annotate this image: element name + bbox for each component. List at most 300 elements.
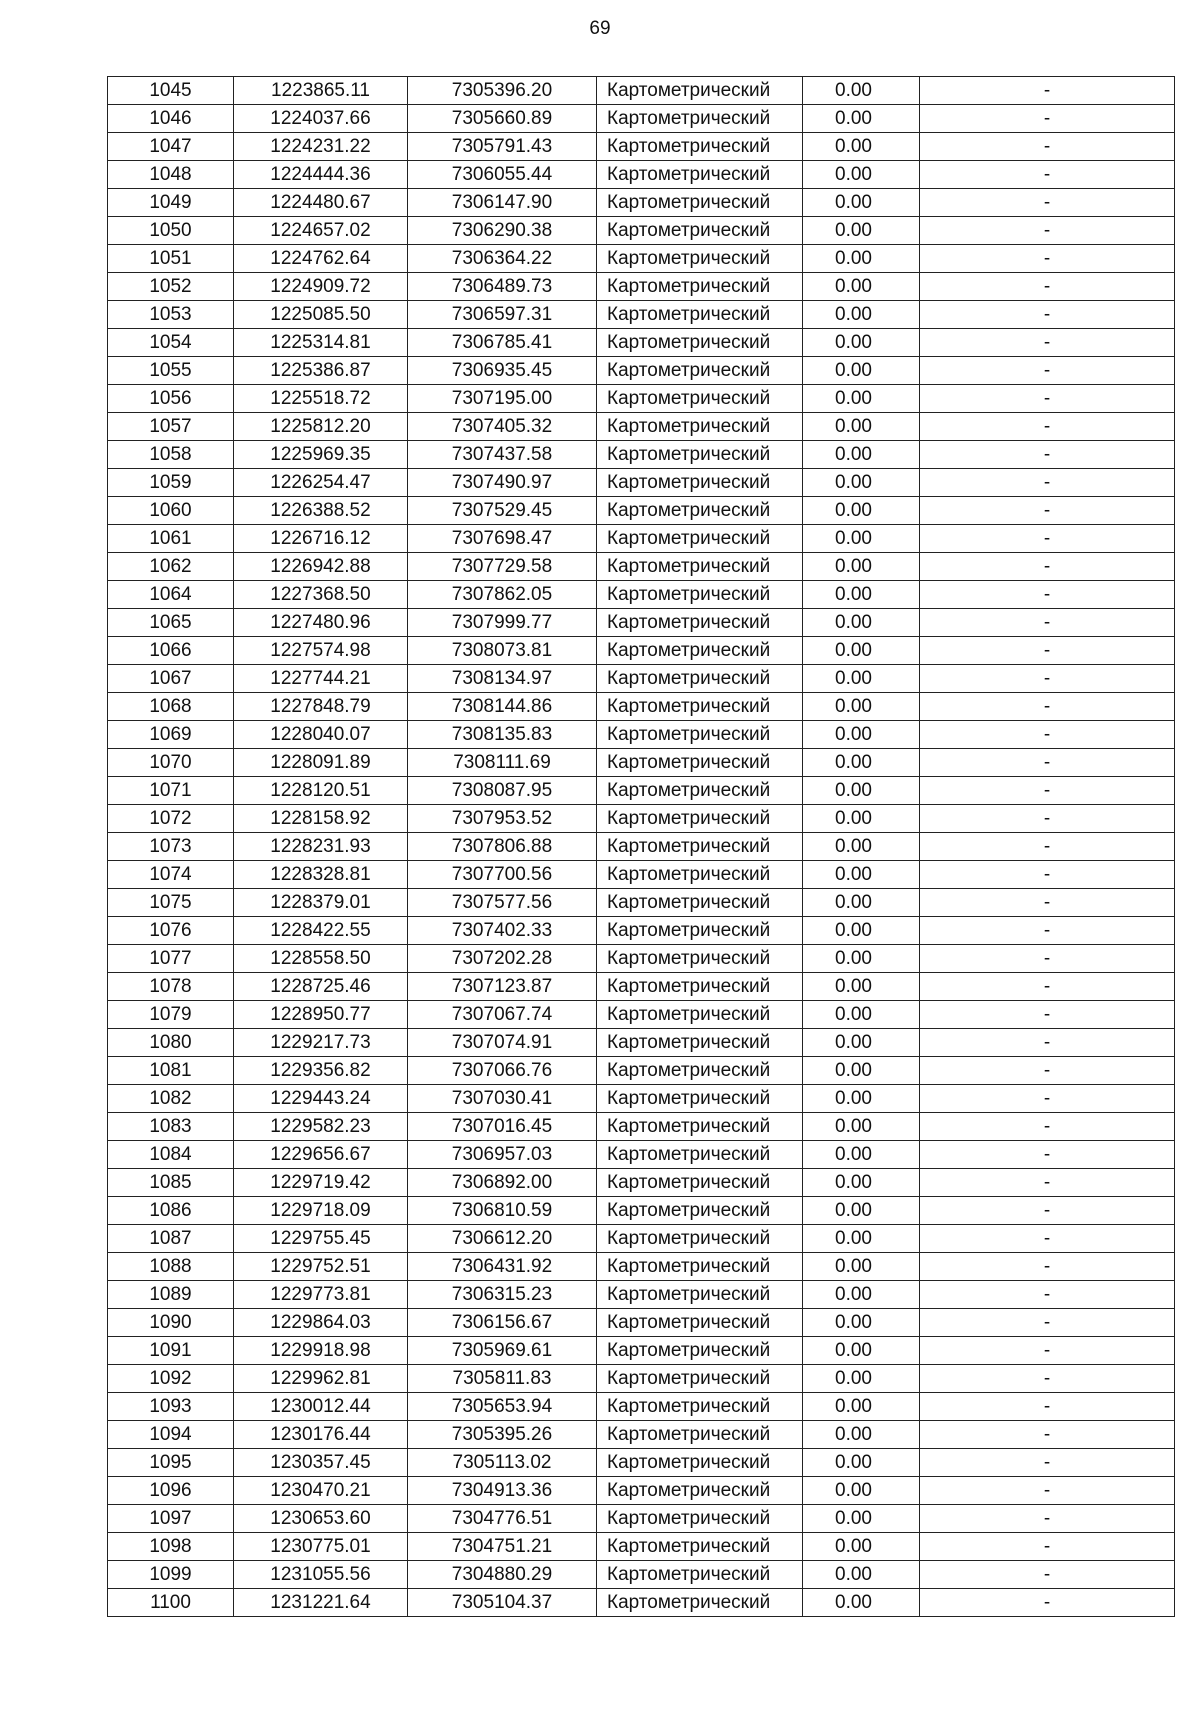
method-cell: Картометрический xyxy=(597,1057,803,1085)
note-cell: - xyxy=(920,1393,1175,1421)
x-coordinate-cell: 1229755.45 xyxy=(234,1225,408,1253)
method-cell: Картометрический xyxy=(597,553,803,581)
error-cell: 0.00 xyxy=(803,1505,920,1533)
table-row xyxy=(108,1141,1175,1169)
method-cell: Картометрический xyxy=(597,329,803,357)
method-cell: Картометрический xyxy=(597,133,803,161)
method-cell: Картометрический xyxy=(597,609,803,637)
error-cell: 0.00 xyxy=(803,1337,920,1365)
table-row xyxy=(108,77,1175,105)
y-coordinate-cell: 7307030.41 xyxy=(408,1085,597,1113)
point-number-cell: 1048 xyxy=(108,161,234,189)
error-cell: 0.00 xyxy=(803,497,920,525)
point-number-cell: 1050 xyxy=(108,217,234,245)
point-number-cell: 1067 xyxy=(108,665,234,693)
error-cell: 0.00 xyxy=(803,1225,920,1253)
error-cell: 0.00 xyxy=(803,1365,920,1393)
y-coordinate-cell: 7306315.23 xyxy=(408,1281,597,1309)
note-cell: - xyxy=(920,1449,1175,1477)
x-coordinate-cell: 1224762.64 xyxy=(234,245,408,273)
note-cell: - xyxy=(920,721,1175,749)
error-cell: 0.00 xyxy=(803,1057,920,1085)
note-cell: - xyxy=(920,441,1175,469)
method-cell: Картометрический xyxy=(597,441,803,469)
point-number-cell: 1100 xyxy=(108,1589,234,1617)
error-cell: 0.00 xyxy=(803,609,920,637)
note-cell: - xyxy=(920,1057,1175,1085)
method-cell: Картометрический xyxy=(597,665,803,693)
table-row xyxy=(108,1365,1175,1393)
note-cell: - xyxy=(920,1113,1175,1141)
x-coordinate-cell: 1229752.51 xyxy=(234,1253,408,1281)
table-row xyxy=(108,1113,1175,1141)
y-coordinate-cell: 7308073.81 xyxy=(408,637,597,665)
method-cell: Картометрический xyxy=(597,1477,803,1505)
x-coordinate-cell: 1230470.21 xyxy=(234,1477,408,1505)
table-row xyxy=(108,721,1175,749)
x-coordinate-cell: 1229962.81 xyxy=(234,1365,408,1393)
error-cell: 0.00 xyxy=(803,245,920,273)
x-coordinate-cell: 1229718.09 xyxy=(234,1197,408,1225)
note-cell: - xyxy=(920,749,1175,777)
x-coordinate-cell: 1229719.42 xyxy=(234,1169,408,1197)
method-cell: Картометрический xyxy=(597,1113,803,1141)
x-coordinate-cell: 1228379.01 xyxy=(234,889,408,917)
y-coordinate-cell: 7307202.28 xyxy=(408,945,597,973)
note-cell: - xyxy=(920,1253,1175,1281)
method-cell: Картометрический xyxy=(597,581,803,609)
y-coordinate-cell: 7304880.29 xyxy=(408,1561,597,1589)
table-row xyxy=(108,1477,1175,1505)
error-cell: 0.00 xyxy=(803,1281,920,1309)
note-cell: - xyxy=(920,1141,1175,1169)
method-cell: Картометрический xyxy=(597,1001,803,1029)
method-cell: Картометрический xyxy=(597,1309,803,1337)
note-cell: - xyxy=(920,1225,1175,1253)
error-cell: 0.00 xyxy=(803,1085,920,1113)
x-coordinate-cell: 1225386.87 xyxy=(234,357,408,385)
table-row xyxy=(108,749,1175,777)
point-number-cell: 1066 xyxy=(108,637,234,665)
x-coordinate-cell: 1228231.93 xyxy=(234,833,408,861)
note-cell: - xyxy=(920,973,1175,1001)
method-cell: Картометрический xyxy=(597,1281,803,1309)
y-coordinate-cell: 7306892.00 xyxy=(408,1169,597,1197)
y-coordinate-cell: 7307577.56 xyxy=(408,889,597,917)
error-cell: 0.00 xyxy=(803,917,920,945)
point-number-cell: 1076 xyxy=(108,917,234,945)
method-cell: Картометрический xyxy=(597,693,803,721)
point-number-cell: 1097 xyxy=(108,1505,234,1533)
x-coordinate-cell: 1229773.81 xyxy=(234,1281,408,1309)
point-number-cell: 1047 xyxy=(108,133,234,161)
x-coordinate-cell: 1228120.51 xyxy=(234,777,408,805)
y-coordinate-cell: 7307405.32 xyxy=(408,413,597,441)
point-number-cell: 1089 xyxy=(108,1281,234,1309)
note-cell: - xyxy=(920,245,1175,273)
method-cell: Картометрический xyxy=(597,245,803,273)
y-coordinate-cell: 7305791.43 xyxy=(408,133,597,161)
note-cell: - xyxy=(920,217,1175,245)
method-cell: Картометрический xyxy=(597,1449,803,1477)
y-coordinate-cell: 7307529.45 xyxy=(408,497,597,525)
error-cell: 0.00 xyxy=(803,1253,920,1281)
error-cell: 0.00 xyxy=(803,329,920,357)
method-cell: Картометрический xyxy=(597,637,803,665)
method-cell: Картометрический xyxy=(597,161,803,189)
y-coordinate-cell: 7306055.44 xyxy=(408,161,597,189)
note-cell: - xyxy=(920,1561,1175,1589)
error-cell: 0.00 xyxy=(803,721,920,749)
x-coordinate-cell: 1224480.67 xyxy=(234,189,408,217)
note-cell: - xyxy=(920,301,1175,329)
method-cell: Картометрический xyxy=(597,749,803,777)
y-coordinate-cell: 7307953.52 xyxy=(408,805,597,833)
error-cell: 0.00 xyxy=(803,301,920,329)
point-number-cell: 1084 xyxy=(108,1141,234,1169)
error-cell: 0.00 xyxy=(803,889,920,917)
y-coordinate-cell: 7305395.26 xyxy=(408,1421,597,1449)
table-row xyxy=(108,917,1175,945)
y-coordinate-cell: 7308087.95 xyxy=(408,777,597,805)
error-cell: 0.00 xyxy=(803,1421,920,1449)
error-cell: 0.00 xyxy=(803,973,920,1001)
y-coordinate-cell: 7307999.77 xyxy=(408,609,597,637)
table-row xyxy=(108,1225,1175,1253)
point-number-cell: 1095 xyxy=(108,1449,234,1477)
note-cell: - xyxy=(920,525,1175,553)
note-cell: - xyxy=(920,413,1175,441)
table-row xyxy=(108,861,1175,889)
note-cell: - xyxy=(920,357,1175,385)
table-row xyxy=(108,1281,1175,1309)
note-cell: - xyxy=(920,1029,1175,1057)
table-row xyxy=(108,1085,1175,1113)
x-coordinate-cell: 1230775.01 xyxy=(234,1533,408,1561)
table-row xyxy=(108,1253,1175,1281)
x-coordinate-cell: 1230653.60 xyxy=(234,1505,408,1533)
table-row xyxy=(108,1309,1175,1337)
point-number-cell: 1092 xyxy=(108,1365,234,1393)
method-cell: Картометрический xyxy=(597,77,803,105)
point-number-cell: 1083 xyxy=(108,1113,234,1141)
point-number-cell: 1068 xyxy=(108,693,234,721)
note-cell: - xyxy=(920,189,1175,217)
error-cell: 0.00 xyxy=(803,833,920,861)
point-number-cell: 1045 xyxy=(108,77,234,105)
method-cell: Картометрический xyxy=(597,357,803,385)
error-cell: 0.00 xyxy=(803,525,920,553)
note-cell: - xyxy=(920,1421,1175,1449)
x-coordinate-cell: 1229582.23 xyxy=(234,1113,408,1141)
table-row xyxy=(108,525,1175,553)
method-cell: Картометрический xyxy=(597,945,803,973)
method-cell: Картометрический xyxy=(597,189,803,217)
point-number-cell: 1049 xyxy=(108,189,234,217)
error-cell: 0.00 xyxy=(803,553,920,581)
table-row xyxy=(108,777,1175,805)
note-cell: - xyxy=(920,1365,1175,1393)
y-coordinate-cell: 7306489.73 xyxy=(408,273,597,301)
y-coordinate-cell: 7307123.87 xyxy=(408,973,597,1001)
error-cell: 0.00 xyxy=(803,441,920,469)
x-coordinate-cell: 1230357.45 xyxy=(234,1449,408,1477)
note-cell: - xyxy=(920,133,1175,161)
x-coordinate-cell: 1223865.11 xyxy=(234,77,408,105)
note-cell: - xyxy=(920,1309,1175,1337)
error-cell: 0.00 xyxy=(803,637,920,665)
point-number-cell: 1065 xyxy=(108,609,234,637)
y-coordinate-cell: 7306597.31 xyxy=(408,301,597,329)
table-row xyxy=(108,357,1175,385)
point-number-cell: 1056 xyxy=(108,385,234,413)
x-coordinate-cell: 1228091.89 xyxy=(234,749,408,777)
note-cell: - xyxy=(920,889,1175,917)
y-coordinate-cell: 7305969.61 xyxy=(408,1337,597,1365)
note-cell: - xyxy=(920,1533,1175,1561)
error-cell: 0.00 xyxy=(803,1113,920,1141)
x-coordinate-cell: 1226942.88 xyxy=(234,553,408,581)
y-coordinate-cell: 7305811.83 xyxy=(408,1365,597,1393)
point-number-cell: 1082 xyxy=(108,1085,234,1113)
point-number-cell: 1051 xyxy=(108,245,234,273)
y-coordinate-cell: 7308135.83 xyxy=(408,721,597,749)
error-cell: 0.00 xyxy=(803,385,920,413)
point-number-cell: 1055 xyxy=(108,357,234,385)
note-cell: - xyxy=(920,917,1175,945)
point-number-cell: 1059 xyxy=(108,469,234,497)
error-cell: 0.00 xyxy=(803,1589,920,1617)
y-coordinate-cell: 7307698.47 xyxy=(408,525,597,553)
table-row xyxy=(108,945,1175,973)
y-coordinate-cell: 7306810.59 xyxy=(408,1197,597,1225)
y-coordinate-cell: 7306785.41 xyxy=(408,329,597,357)
table-row xyxy=(108,329,1175,357)
error-cell: 0.00 xyxy=(803,805,920,833)
table-row xyxy=(108,133,1175,161)
y-coordinate-cell: 7307066.76 xyxy=(408,1057,597,1085)
point-number-cell: 1080 xyxy=(108,1029,234,1057)
table-row xyxy=(108,973,1175,1001)
table-row xyxy=(108,273,1175,301)
method-cell: Картометрический xyxy=(597,1085,803,1113)
note-cell: - xyxy=(920,861,1175,889)
note-cell: - xyxy=(920,777,1175,805)
note-cell: - xyxy=(920,665,1175,693)
point-number-cell: 1074 xyxy=(108,861,234,889)
method-cell: Картометрический xyxy=(597,1505,803,1533)
method-cell: Картометрический xyxy=(597,1561,803,1589)
table-row xyxy=(108,889,1175,917)
y-coordinate-cell: 7307700.56 xyxy=(408,861,597,889)
x-coordinate-cell: 1231055.56 xyxy=(234,1561,408,1589)
x-coordinate-cell: 1225969.35 xyxy=(234,441,408,469)
table-row xyxy=(108,553,1175,581)
note-cell: - xyxy=(920,1001,1175,1029)
note-cell: - xyxy=(920,553,1175,581)
method-cell: Картометрический xyxy=(597,861,803,889)
x-coordinate-cell: 1225085.50 xyxy=(234,301,408,329)
method-cell: Картометрический xyxy=(597,721,803,749)
x-coordinate-cell: 1224444.36 xyxy=(234,161,408,189)
method-cell: Картометрический xyxy=(597,1393,803,1421)
y-coordinate-cell: 7307490.97 xyxy=(408,469,597,497)
y-coordinate-cell: 7306612.20 xyxy=(408,1225,597,1253)
table-row xyxy=(108,1421,1175,1449)
error-cell: 0.00 xyxy=(803,1393,920,1421)
point-number-cell: 1046 xyxy=(108,105,234,133)
note-cell: - xyxy=(920,105,1175,133)
error-cell: 0.00 xyxy=(803,1477,920,1505)
table-row xyxy=(108,189,1175,217)
method-cell: Картометрический xyxy=(597,777,803,805)
note-cell: - xyxy=(920,945,1175,973)
x-coordinate-cell: 1227848.79 xyxy=(234,693,408,721)
x-coordinate-cell: 1226388.52 xyxy=(234,497,408,525)
method-cell: Картометрический xyxy=(597,833,803,861)
method-cell: Картометрический xyxy=(597,1141,803,1169)
table-row xyxy=(108,217,1175,245)
y-coordinate-cell: 7304776.51 xyxy=(408,1505,597,1533)
point-number-cell: 1061 xyxy=(108,525,234,553)
table-row xyxy=(108,581,1175,609)
point-number-cell: 1060 xyxy=(108,497,234,525)
y-coordinate-cell: 7307067.74 xyxy=(408,1001,597,1029)
error-cell: 0.00 xyxy=(803,413,920,441)
note-cell: - xyxy=(920,329,1175,357)
x-coordinate-cell: 1228725.46 xyxy=(234,973,408,1001)
point-number-cell: 1098 xyxy=(108,1533,234,1561)
table-row xyxy=(108,161,1175,189)
table-row xyxy=(108,1449,1175,1477)
x-coordinate-cell: 1226716.12 xyxy=(234,525,408,553)
x-coordinate-cell: 1229443.24 xyxy=(234,1085,408,1113)
x-coordinate-cell: 1225314.81 xyxy=(234,329,408,357)
method-cell: Картометрический xyxy=(597,273,803,301)
y-coordinate-cell: 7304751.21 xyxy=(408,1533,597,1561)
x-coordinate-cell: 1225518.72 xyxy=(234,385,408,413)
method-cell: Картометрический xyxy=(597,469,803,497)
table-row xyxy=(108,665,1175,693)
y-coordinate-cell: 7305104.37 xyxy=(408,1589,597,1617)
point-number-cell: 1087 xyxy=(108,1225,234,1253)
x-coordinate-cell: 1229918.98 xyxy=(234,1337,408,1365)
method-cell: Картометрический xyxy=(597,805,803,833)
x-coordinate-cell: 1224231.22 xyxy=(234,133,408,161)
x-coordinate-cell: 1227744.21 xyxy=(234,665,408,693)
note-cell: - xyxy=(920,693,1175,721)
table-row xyxy=(108,805,1175,833)
y-coordinate-cell: 7306935.45 xyxy=(408,357,597,385)
table-row xyxy=(108,1029,1175,1057)
point-number-cell: 1070 xyxy=(108,749,234,777)
point-number-cell: 1071 xyxy=(108,777,234,805)
y-coordinate-cell: 7307195.00 xyxy=(408,385,597,413)
method-cell: Картометрический xyxy=(597,1253,803,1281)
method-cell: Картометрический xyxy=(597,1421,803,1449)
note-cell: - xyxy=(920,581,1175,609)
note-cell: - xyxy=(920,1169,1175,1197)
point-number-cell: 1099 xyxy=(108,1561,234,1589)
x-coordinate-cell: 1229656.67 xyxy=(234,1141,408,1169)
y-coordinate-cell: 7306957.03 xyxy=(408,1141,597,1169)
error-cell: 0.00 xyxy=(803,1197,920,1225)
point-number-cell: 1072 xyxy=(108,805,234,833)
point-number-cell: 1064 xyxy=(108,581,234,609)
x-coordinate-cell: 1228558.50 xyxy=(234,945,408,973)
table-body xyxy=(108,77,1175,1617)
x-coordinate-cell: 1224909.72 xyxy=(234,273,408,301)
table-row xyxy=(108,1505,1175,1533)
error-cell: 0.00 xyxy=(803,189,920,217)
x-coordinate-cell: 1228422.55 xyxy=(234,917,408,945)
point-number-cell: 1081 xyxy=(108,1057,234,1085)
error-cell: 0.00 xyxy=(803,1029,920,1057)
method-cell: Картометрический xyxy=(597,1225,803,1253)
point-number-cell: 1091 xyxy=(108,1337,234,1365)
table-row xyxy=(108,1393,1175,1421)
note-cell: - xyxy=(920,609,1175,637)
y-coordinate-cell: 7306431.92 xyxy=(408,1253,597,1281)
note-cell: - xyxy=(920,497,1175,525)
point-number-cell: 1086 xyxy=(108,1197,234,1225)
error-cell: 0.00 xyxy=(803,693,920,721)
error-cell: 0.00 xyxy=(803,1561,920,1589)
note-cell: - xyxy=(920,637,1175,665)
x-coordinate-cell: 1228040.07 xyxy=(234,721,408,749)
method-cell: Картометрический xyxy=(597,105,803,133)
error-cell: 0.00 xyxy=(803,133,920,161)
note-cell: - xyxy=(920,833,1175,861)
note-cell: - xyxy=(920,1589,1175,1617)
point-number-cell: 1062 xyxy=(108,553,234,581)
method-cell: Картометрический xyxy=(597,1337,803,1365)
table-row xyxy=(108,469,1175,497)
error-cell: 0.00 xyxy=(803,1449,920,1477)
note-cell: - xyxy=(920,77,1175,105)
y-coordinate-cell: 7307074.91 xyxy=(408,1029,597,1057)
table-row xyxy=(108,105,1175,133)
note-cell: - xyxy=(920,161,1175,189)
table-row xyxy=(108,1169,1175,1197)
y-coordinate-cell: 7307806.88 xyxy=(408,833,597,861)
point-number-cell: 1077 xyxy=(108,945,234,973)
x-coordinate-cell: 1227480.96 xyxy=(234,609,408,637)
table-row xyxy=(108,441,1175,469)
y-coordinate-cell: 7307862.05 xyxy=(408,581,597,609)
page-number: 69 xyxy=(589,18,611,39)
y-coordinate-cell: 7307402.33 xyxy=(408,917,597,945)
y-coordinate-cell: 7308111.69 xyxy=(408,749,597,777)
x-coordinate-cell: 1230176.44 xyxy=(234,1421,408,1449)
y-coordinate-cell: 7305660.89 xyxy=(408,105,597,133)
table-row xyxy=(108,1533,1175,1561)
x-coordinate-cell: 1225812.20 xyxy=(234,413,408,441)
method-cell: Картометрический xyxy=(597,413,803,441)
point-number-cell: 1075 xyxy=(108,889,234,917)
error-cell: 0.00 xyxy=(803,217,920,245)
error-cell: 0.00 xyxy=(803,1141,920,1169)
method-cell: Картометрический xyxy=(597,385,803,413)
x-coordinate-cell: 1229356.82 xyxy=(234,1057,408,1085)
y-coordinate-cell: 7305113.02 xyxy=(408,1449,597,1477)
x-coordinate-cell: 1230012.44 xyxy=(234,1393,408,1421)
table-row xyxy=(108,413,1175,441)
method-cell: Картометрический xyxy=(597,973,803,1001)
note-cell: - xyxy=(920,469,1175,497)
error-cell: 0.00 xyxy=(803,1169,920,1197)
y-coordinate-cell: 7308134.97 xyxy=(408,665,597,693)
